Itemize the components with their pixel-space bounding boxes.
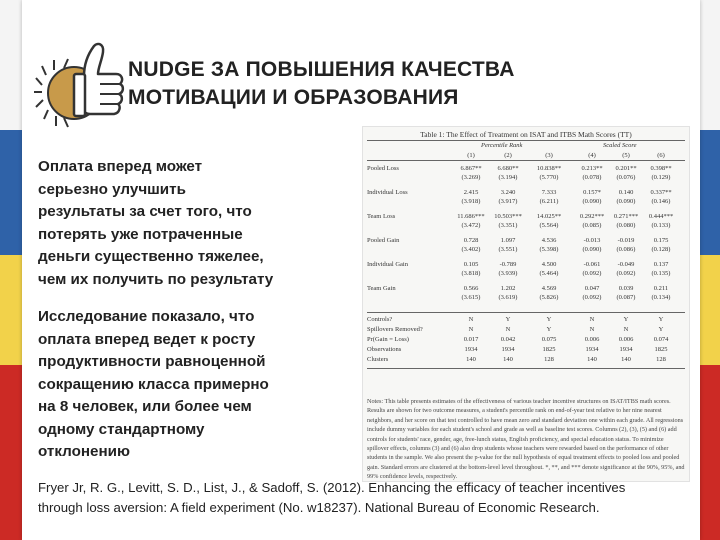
table-row-label: Observations	[367, 346, 402, 353]
table-row-label: Pooled Loss	[367, 165, 399, 172]
table-cell: 0.075	[541, 336, 557, 343]
table-row-label: Spillovers Removed?	[367, 326, 423, 333]
table-cell: 0.337**	[650, 189, 672, 196]
table-cell: 0.175	[653, 237, 669, 244]
flag-stripe-red-left	[0, 365, 24, 540]
table-cell: Y	[546, 326, 552, 333]
paragraph-prepayment	[38, 156, 328, 291]
table-cell-se: (3.194)	[498, 174, 518, 181]
table-cell: 1.097	[500, 237, 516, 244]
table-cell: 0.140	[618, 189, 634, 196]
table-cell: N	[505, 326, 511, 333]
table-cell: 0.213**	[581, 165, 603, 172]
table-row-label: Individual Gain	[367, 261, 408, 268]
table-rule	[367, 368, 685, 369]
table-cell: 128	[544, 356, 554, 363]
table-notes: Notes: This table presents estimates of the effectiveness of various teacher incentive structures on ISAT/ITBS math scores. Results are shown for two outcome measures, a student's percentile rank on end-of-year test relative to her nine nearest neighbors, and her score on that test controlled to have mean zero and standard deviation one within each grade. All regressions include dummy variables for each student's school and grade as well as baseline test scores. Columns (2), (3), (5) and (6) add controls for students' race, gender, age, free-lunch status, English proficiency, and special education status. To minimize spillover effects, columns (3) and (6) also drop students whose teachers were rewarded based on the performance of other students in the sample. We also present the p-value for the null hypothesis of equal treatment effects to pooled loss and pooled gain. Standard errors are clustered at the bottom-level level throughout. *, **, and *** denote significance at the 90%, 95%, and 99% confidence levels, respectively.	[367, 398, 685, 481]
table-cell-se: (0.085)	[582, 222, 602, 229]
table-cell: 4.500	[541, 261, 557, 268]
table-cell: 0.137	[653, 261, 669, 268]
table-cell-se: (0.090)	[582, 246, 602, 253]
table-cell: 6.867**	[460, 165, 482, 172]
table-row	[363, 237, 689, 261]
table-row-label: Controls?	[367, 316, 393, 323]
flag-stripe-yellow-left	[0, 255, 24, 365]
table-row-label: Individual Loss	[367, 189, 408, 196]
table-cell-se: (3.402)	[461, 246, 481, 253]
table-cell-se: (6.211)	[539, 198, 559, 205]
table-cell: 0.105	[463, 261, 479, 268]
table-cell-se: (0.135)	[651, 270, 671, 277]
table-cell-se: (0.080)	[616, 222, 636, 229]
table-cell: N	[623, 326, 629, 333]
table-cell-se: (3.939)	[498, 270, 518, 277]
table-row-label: Team Loss	[367, 213, 396, 220]
table-cell: 1934	[619, 346, 633, 353]
table-column-number: (1)	[467, 152, 475, 159]
table-group-header: Percentile Rank	[481, 142, 523, 149]
table-row	[363, 165, 689, 189]
table-cell-se: (0.090)	[616, 198, 636, 205]
flag-stripe-white-left	[0, 0, 24, 130]
table-row-label: Pr(Gain = Loss)	[367, 336, 409, 343]
table-cell-se: (3.351)	[498, 222, 518, 229]
table-cell: Y	[505, 316, 511, 323]
table-cell: N	[589, 316, 595, 323]
table-cell: N	[589, 326, 595, 333]
table-summary-row	[363, 346, 689, 356]
table-rule	[367, 160, 685, 161]
table-cell: 140	[466, 356, 476, 363]
slide	[22, 0, 700, 540]
table-cell: N	[468, 326, 474, 333]
table-cell: 3.240	[500, 189, 516, 196]
table-row-label: Pooled Gain	[367, 237, 400, 244]
table-cell: 0.017	[463, 336, 479, 343]
table-cell-se: (5.398)	[539, 246, 559, 253]
table-cell: 4.536	[541, 237, 557, 244]
table-cell-se: (0.090)	[582, 198, 602, 205]
table-group-header: Scaled Score	[603, 142, 637, 149]
table-cell: 0.398**	[650, 165, 672, 172]
table-cell: -0.789	[499, 261, 517, 268]
flag-stripe-blue-left	[0, 130, 24, 255]
title-line: NUDGE ЗА ПОВЫШЕНИЯ КАЧЕСТВА	[128, 58, 515, 81]
table-rule	[367, 140, 685, 141]
results-table-image	[362, 126, 690, 482]
table-cell: 1934	[585, 346, 599, 353]
table-cell: 1934	[501, 346, 515, 353]
table-cell-se: (0.129)	[651, 174, 671, 181]
table-cell-se: (0.078)	[582, 174, 602, 181]
table-cell: Y	[546, 316, 552, 323]
table-cell: 140	[503, 356, 513, 363]
table-cell: 0.211	[653, 285, 669, 292]
table-cell-se: (0.092)	[616, 270, 636, 277]
table-cell-se: (3.615)	[461, 294, 481, 301]
table-row	[363, 189, 689, 213]
table-row-label: Clusters	[367, 356, 389, 363]
table-cell-se: (0.128)	[651, 246, 671, 253]
table-cell: 0.006	[618, 336, 634, 343]
table-cell: -0.061	[583, 261, 601, 268]
paragraph-line: оплата вперед ведет к росту	[38, 330, 256, 348]
table-cell: 0.444***	[648, 213, 674, 220]
table-cell: Y	[658, 316, 664, 323]
table-cell-se: (3.917)	[498, 198, 518, 205]
table-cell: 1.202	[500, 285, 516, 292]
table-cell: 14.025**	[536, 213, 562, 220]
paragraph-research	[38, 306, 328, 464]
table-cell: 1825	[654, 346, 668, 353]
table-row	[363, 261, 689, 285]
table-cell-se: (0.092)	[582, 270, 602, 277]
table-cell: N	[468, 316, 474, 323]
table-cell-se: (5.826)	[539, 294, 559, 301]
table-cell-se: (0.087)	[616, 294, 636, 301]
paragraph-line: отклонению	[38, 443, 130, 460]
table-cell-se: (3.818)	[461, 270, 481, 277]
table-row	[363, 213, 689, 237]
table-cell: 7.333	[541, 189, 557, 196]
table-column-number: (2)	[504, 152, 512, 159]
table-cell: 0.042	[500, 336, 516, 343]
table-cell: 10.838**	[536, 165, 562, 172]
table-cell: 0.566	[463, 285, 479, 292]
table-cell-se: (3.472)	[461, 222, 481, 229]
table-cell: Y	[658, 326, 664, 333]
table-column-number: (5)	[622, 152, 630, 159]
table-cell: -0.049	[617, 261, 635, 268]
table-cell-se: (0.076)	[616, 174, 636, 181]
table-cell-se: (0.133)	[651, 222, 671, 229]
table-cell-se: (3.551)	[498, 246, 518, 253]
paragraph-line: сокращению класса примерно	[38, 375, 269, 393]
paragraph-line: результаты за счет того, что	[38, 203, 252, 220]
table-cell: -0.013	[583, 237, 601, 244]
table-cell: 10.503***	[494, 213, 522, 220]
thumbs-up-icon	[34, 30, 129, 140]
table-cell: 2.415	[463, 189, 479, 196]
table-title: Table 1: The Effect of Treatment on ISAT and ITBS Math Scores (TT)	[420, 130, 632, 139]
table-cell: 0.292***	[579, 213, 605, 220]
table-cell: 0.074	[653, 336, 669, 343]
paragraph-line: одному стандартному	[38, 420, 205, 438]
paragraph-line: Оплата вперед может	[38, 158, 203, 175]
table-cell: 1825	[542, 346, 556, 353]
table-cell: 140	[621, 356, 631, 363]
table-cell-se: (5.770)	[539, 174, 559, 181]
table-cell-se: (0.086)	[616, 246, 636, 253]
table-column-number: (4)	[588, 152, 596, 159]
table-summary-row	[363, 316, 689, 326]
slide-title	[128, 56, 688, 112]
title-line: МОТИВАЦИИ И ОБРАЗОВАНИЯ	[128, 86, 459, 109]
table-cell-se: (3.269)	[461, 174, 481, 181]
table-cell-se: (5.464)	[539, 270, 559, 277]
table-cell: Y	[623, 316, 629, 323]
table-cell: 11.686***	[457, 213, 485, 220]
table-cell: 6.680**	[497, 165, 519, 172]
table-row	[363, 285, 689, 309]
table-cell-se: (5.564)	[539, 222, 559, 229]
table-cell: 0.271***	[613, 213, 639, 220]
paragraph-line: серьезно улучшить	[38, 180, 186, 198]
citation-line: Fryer Jr, R. G., Levitt, S. D., List, J., & Sadoff, S. (2012). Enhancing the efficacy of teacher incentives	[38, 480, 626, 495]
table-cell: 0.047	[584, 285, 600, 292]
citation	[38, 478, 688, 518]
paragraph-line: продуктивности равноценной	[38, 353, 266, 370]
table-cell: 0.039	[618, 285, 634, 292]
table-cell-se: (0.092)	[582, 294, 602, 301]
table-cell: 0.006	[584, 336, 600, 343]
table-cell: 0.201**	[615, 165, 637, 172]
paragraph-line: Исследование показало, что	[38, 308, 255, 325]
table-cell-se: (3.619)	[498, 294, 518, 301]
paragraph-line: чем их получить по результату	[38, 270, 274, 288]
table-cell: 128	[656, 356, 666, 363]
table-cell-se: (0.146)	[651, 198, 671, 205]
table-cell: 140	[587, 356, 597, 363]
table-rule	[367, 312, 685, 313]
citation-line: through loss aversion: A field experiment (No. w18237). National Bureau of Economic Research.	[38, 500, 600, 515]
table-cell: 1934	[464, 346, 478, 353]
table-cell: 4.569	[541, 285, 557, 292]
table-column-number: (6)	[657, 152, 665, 159]
table-cell: -0.019	[617, 237, 635, 244]
table-cell: 0.157*	[583, 189, 601, 196]
table-cell-se: (0.134)	[651, 294, 671, 301]
table-column-number: (3)	[545, 152, 553, 159]
table-row-label: Team Gain	[367, 285, 396, 292]
paragraph-line: на 8 человек, или более чем	[38, 398, 252, 415]
paragraph-line: деньги существенно тяжелее,	[38, 248, 264, 265]
table-summary-row	[363, 326, 689, 336]
table-summary-row	[363, 356, 689, 366]
table-cell: 0.728	[463, 237, 479, 244]
paragraph-line: потерять уже потраченные	[38, 225, 243, 243]
table-cell-se: (3.918)	[461, 198, 481, 205]
table-summary-row	[363, 336, 689, 346]
